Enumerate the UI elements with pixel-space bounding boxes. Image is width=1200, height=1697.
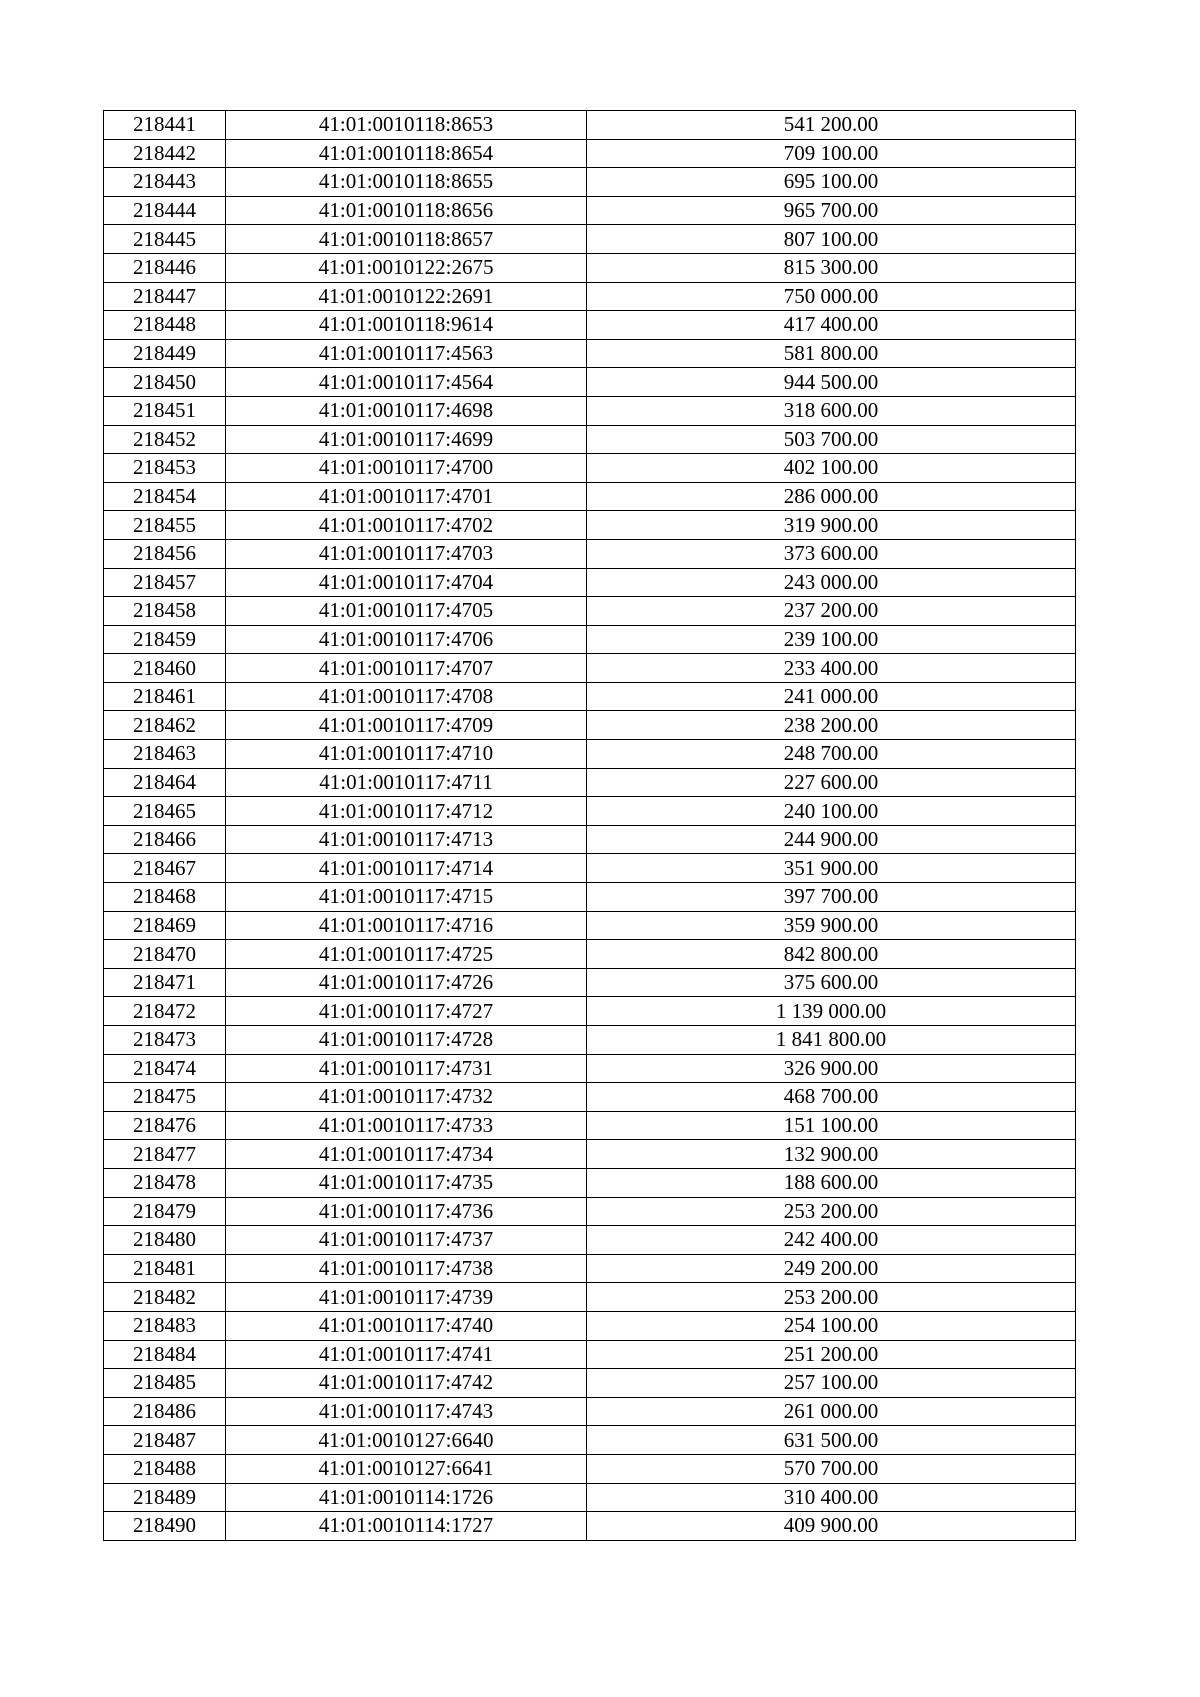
row-number-cell: 218450 — [104, 368, 226, 397]
cadastral-value-cell: 944 500.00 — [587, 368, 1076, 397]
table-row — [104, 1111, 1076, 1140]
cadastral-number-cell: 41:01:0010117:4711 — [226, 768, 587, 797]
row-number-cell: 218467 — [104, 854, 226, 883]
cadastral-value-cell: 239 100.00 — [587, 625, 1076, 654]
table-row — [104, 1140, 1076, 1169]
row-number-cell: 218483 — [104, 1311, 226, 1340]
cadastral-number-cell: 41:01:0010118:8656 — [226, 196, 587, 225]
cadastral-value-cell: 151 100.00 — [587, 1111, 1076, 1140]
row-number-cell: 218453 — [104, 454, 226, 483]
table-row — [104, 282, 1076, 311]
cadastral-value-cell: 1 841 800.00 — [587, 1026, 1076, 1055]
cadastral-number-cell: 41:01:0010117:4714 — [226, 854, 587, 883]
row-number-cell: 218444 — [104, 196, 226, 225]
row-number-cell: 218449 — [104, 339, 226, 368]
cadastral-number-cell: 41:01:0010117:4735 — [226, 1168, 587, 1197]
table-row — [104, 654, 1076, 683]
table-row — [104, 1340, 1076, 1369]
table-row — [104, 539, 1076, 568]
cadastral-number-cell: 41:01:0010117:4703 — [226, 539, 587, 568]
cadastral-value-cell: 319 900.00 — [587, 511, 1076, 540]
table-row — [104, 253, 1076, 282]
table-row — [104, 1283, 1076, 1312]
cadastral-number-cell: 41:01:0010117:4732 — [226, 1083, 587, 1112]
cadastral-number-cell: 41:01:0010117:4704 — [226, 568, 587, 597]
cadastral-number-cell: 41:01:0010117:4736 — [226, 1197, 587, 1226]
row-number-cell: 218479 — [104, 1197, 226, 1226]
row-number-cell: 218460 — [104, 654, 226, 683]
cadastral-number-cell: 41:01:0010118:8657 — [226, 225, 587, 254]
cadastral-number-cell: 41:01:0010117:4733 — [226, 1111, 587, 1140]
cadastral-number-cell: 41:01:0010118:8654 — [226, 139, 587, 168]
row-number-cell: 218463 — [104, 740, 226, 769]
table-row — [104, 311, 1076, 340]
cadastral-number-cell: 41:01:0010117:4726 — [226, 968, 587, 997]
cadastral-value-cell: 253 200.00 — [587, 1283, 1076, 1312]
row-number-cell: 218480 — [104, 1226, 226, 1255]
cadastral-value-cell: 695 100.00 — [587, 168, 1076, 197]
cadastral-number-cell: 41:01:0010117:4727 — [226, 997, 587, 1026]
cadastral-value-cell: 468 700.00 — [587, 1083, 1076, 1112]
table-body — [104, 111, 1076, 1541]
row-number-cell: 218464 — [104, 768, 226, 797]
cadastral-value-cell: 261 000.00 — [587, 1397, 1076, 1426]
table-row — [104, 339, 1076, 368]
row-number-cell: 218485 — [104, 1369, 226, 1398]
cadastral-number-cell: 41:01:0010117:4725 — [226, 940, 587, 969]
cadastral-value-cell: 402 100.00 — [587, 454, 1076, 483]
cadastral-number-cell: 41:01:0010117:4709 — [226, 711, 587, 740]
row-number-cell: 218489 — [104, 1483, 226, 1512]
cadastral-number-cell: 41:01:0010127:6640 — [226, 1426, 587, 1455]
cadastral-value-cell: 237 200.00 — [587, 597, 1076, 626]
row-number-cell: 218445 — [104, 225, 226, 254]
row-number-cell: 218447 — [104, 282, 226, 311]
row-number-cell: 218471 — [104, 968, 226, 997]
cadastral-value-cell: 188 600.00 — [587, 1168, 1076, 1197]
cadastral-number-cell: 41:01:0010117:4713 — [226, 825, 587, 854]
table-row — [104, 111, 1076, 140]
table-row — [104, 225, 1076, 254]
cadastral-number-cell: 41:01:0010118:8653 — [226, 111, 587, 140]
row-number-cell: 218454 — [104, 482, 226, 511]
row-number-cell: 218486 — [104, 1397, 226, 1426]
table-row — [104, 482, 1076, 511]
table-row — [104, 768, 1076, 797]
table-row — [104, 368, 1076, 397]
cadastral-value-cell: 240 100.00 — [587, 797, 1076, 826]
row-number-cell: 218466 — [104, 825, 226, 854]
row-number-cell: 218462 — [104, 711, 226, 740]
cadastral-number-cell: 41:01:0010118:8655 — [226, 168, 587, 197]
table-row — [104, 454, 1076, 483]
table-row — [104, 1369, 1076, 1398]
row-number-cell: 218478 — [104, 1168, 226, 1197]
row-number-cell: 218476 — [104, 1111, 226, 1140]
table-row — [104, 1226, 1076, 1255]
cadastral-number-cell: 41:01:0010117:4731 — [226, 1054, 587, 1083]
cadastral-number-cell: 41:01:0010117:4563 — [226, 339, 587, 368]
cadastral-value-cell: 375 600.00 — [587, 968, 1076, 997]
row-number-cell: 218490 — [104, 1512, 226, 1541]
table-row — [104, 597, 1076, 626]
row-number-cell: 218484 — [104, 1340, 226, 1369]
table-row — [104, 511, 1076, 540]
cadastral-value-cell: 254 100.00 — [587, 1311, 1076, 1340]
row-number-cell: 218446 — [104, 253, 226, 282]
cadastral-value-cell: 243 000.00 — [587, 568, 1076, 597]
table-row — [104, 1512, 1076, 1541]
cadastral-value-cell: 132 900.00 — [587, 1140, 1076, 1169]
table-row — [104, 711, 1076, 740]
cadastral-number-cell: 41:01:0010117:4698 — [226, 396, 587, 425]
cadastral-number-cell: 41:01:0010117:4706 — [226, 625, 587, 654]
table-row — [104, 968, 1076, 997]
table-row — [104, 168, 1076, 197]
cadastral-number-cell: 41:01:0010117:4734 — [226, 1140, 587, 1169]
cadastral-value-cell: 750 000.00 — [587, 282, 1076, 311]
row-number-cell: 218487 — [104, 1426, 226, 1455]
table-row — [104, 740, 1076, 769]
table-row — [104, 1083, 1076, 1112]
table-row — [104, 1026, 1076, 1055]
cadastral-number-cell: 41:01:0010117:4700 — [226, 454, 587, 483]
row-number-cell: 218475 — [104, 1083, 226, 1112]
cadastral-value-cell: 253 200.00 — [587, 1197, 1076, 1226]
table-row — [104, 1454, 1076, 1483]
cadastral-value-cell: 251 200.00 — [587, 1340, 1076, 1369]
table-row — [104, 1054, 1076, 1083]
cadastral-value-cell: 227 600.00 — [587, 768, 1076, 797]
row-number-cell: 218459 — [104, 625, 226, 654]
cadastral-value-cell: 233 400.00 — [587, 654, 1076, 683]
cadastral-number-cell: 41:01:0010117:4739 — [226, 1283, 587, 1312]
row-number-cell: 218441 — [104, 111, 226, 140]
row-number-cell: 218481 — [104, 1254, 226, 1283]
cadastral-value-cell: 241 000.00 — [587, 682, 1076, 711]
cadastral-value-cell: 248 700.00 — [587, 740, 1076, 769]
table-row — [104, 396, 1076, 425]
row-number-cell: 218477 — [104, 1140, 226, 1169]
table-row — [104, 797, 1076, 826]
cadastral-number-cell: 41:01:0010117:4741 — [226, 1340, 587, 1369]
row-number-cell: 218469 — [104, 911, 226, 940]
cadastral-value-table — [103, 110, 1076, 1541]
cadastral-value-cell: 242 400.00 — [587, 1226, 1076, 1255]
table-row — [104, 940, 1076, 969]
cadastral-value-cell: 249 200.00 — [587, 1254, 1076, 1283]
table-row — [104, 682, 1076, 711]
cadastral-value-cell: 238 200.00 — [587, 711, 1076, 740]
cadastral-value-cell: 244 900.00 — [587, 825, 1076, 854]
cadastral-number-cell: 41:01:0010117:4702 — [226, 511, 587, 540]
table-row — [104, 568, 1076, 597]
table-row — [104, 1311, 1076, 1340]
table-row — [104, 1397, 1076, 1426]
table-row — [104, 883, 1076, 912]
table-row — [104, 997, 1076, 1026]
table-row — [104, 911, 1076, 940]
cadastral-number-cell: 41:01:0010117:4707 — [226, 654, 587, 683]
cadastral-number-cell: 41:01:0010117:4564 — [226, 368, 587, 397]
cadastral-value-cell: 310 400.00 — [587, 1483, 1076, 1512]
cadastral-number-cell: 41:01:0010117:4701 — [226, 482, 587, 511]
table-row — [104, 1483, 1076, 1512]
cadastral-value-cell: 570 700.00 — [587, 1454, 1076, 1483]
cadastral-value-cell: 257 100.00 — [587, 1369, 1076, 1398]
cadastral-value-cell: 815 300.00 — [587, 253, 1076, 282]
cadastral-value-cell: 1 139 000.00 — [587, 997, 1076, 1026]
row-number-cell: 218442 — [104, 139, 226, 168]
cadastral-number-cell: 41:01:0010117:4710 — [226, 740, 587, 769]
row-number-cell: 218482 — [104, 1283, 226, 1312]
cadastral-value-cell: 318 600.00 — [587, 396, 1076, 425]
table-row — [104, 1197, 1076, 1226]
cadastral-value-cell: 286 000.00 — [587, 482, 1076, 511]
cadastral-number-cell: 41:01:0010127:6641 — [226, 1454, 587, 1483]
row-number-cell: 218488 — [104, 1454, 226, 1483]
cadastral-number-cell: 41:01:0010117:4705 — [226, 597, 587, 626]
row-number-cell: 218472 — [104, 997, 226, 1026]
cadastral-value-cell: 397 700.00 — [587, 883, 1076, 912]
row-number-cell: 218451 — [104, 396, 226, 425]
row-number-cell: 218473 — [104, 1026, 226, 1055]
row-number-cell: 218452 — [104, 425, 226, 454]
cadastral-value-cell: 503 700.00 — [587, 425, 1076, 454]
table-row — [104, 425, 1076, 454]
row-number-cell: 218458 — [104, 597, 226, 626]
cadastral-value-cell: 541 200.00 — [587, 111, 1076, 140]
cadastral-value-cell: 965 700.00 — [587, 196, 1076, 225]
cadastral-value-cell: 409 900.00 — [587, 1512, 1076, 1541]
row-number-cell: 218474 — [104, 1054, 226, 1083]
cadastral-number-cell: 41:01:0010117:4737 — [226, 1226, 587, 1255]
cadastral-value-cell: 373 600.00 — [587, 539, 1076, 568]
cadastral-value-cell: 842 800.00 — [587, 940, 1076, 969]
cadastral-number-cell: 41:01:0010117:4716 — [226, 911, 587, 940]
cadastral-number-cell: 41:01:0010117:4742 — [226, 1369, 587, 1398]
cadastral-value-cell: 351 900.00 — [587, 854, 1076, 883]
cadastral-value-cell: 631 500.00 — [587, 1426, 1076, 1455]
row-number-cell: 218455 — [104, 511, 226, 540]
cadastral-value-cell: 359 900.00 — [587, 911, 1076, 940]
row-number-cell: 218443 — [104, 168, 226, 197]
table-row — [104, 196, 1076, 225]
cadastral-number-cell: 41:01:0010117:4708 — [226, 682, 587, 711]
row-number-cell: 218465 — [104, 797, 226, 826]
table-row — [104, 139, 1076, 168]
cadastral-value-cell: 326 900.00 — [587, 1054, 1076, 1083]
row-number-cell: 218457 — [104, 568, 226, 597]
row-number-cell: 218461 — [104, 682, 226, 711]
row-number-cell: 218456 — [104, 539, 226, 568]
row-number-cell: 218448 — [104, 311, 226, 340]
cadastral-number-cell: 41:01:0010118:9614 — [226, 311, 587, 340]
cadastral-number-cell: 41:01:0010117:4728 — [226, 1026, 587, 1055]
cadastral-number-cell: 41:01:0010122:2691 — [226, 282, 587, 311]
cadastral-number-cell: 41:01:0010117:4712 — [226, 797, 587, 826]
cadastral-number-cell: 41:01:0010114:1726 — [226, 1483, 587, 1512]
table-row — [104, 825, 1076, 854]
cadastral-value-cell: 807 100.00 — [587, 225, 1076, 254]
cadastral-value-cell: 581 800.00 — [587, 339, 1076, 368]
row-number-cell: 218470 — [104, 940, 226, 969]
cadastral-number-cell: 41:01:0010117:4743 — [226, 1397, 587, 1426]
table-row — [104, 854, 1076, 883]
table-row — [104, 1426, 1076, 1455]
cadastral-number-cell: 41:01:0010117:4738 — [226, 1254, 587, 1283]
cadastral-value-cell: 417 400.00 — [587, 311, 1076, 340]
cadastral-number-cell: 41:01:0010117:4715 — [226, 883, 587, 912]
cadastral-number-cell: 41:01:0010117:4740 — [226, 1311, 587, 1340]
cadastral-number-cell: 41:01:0010122:2675 — [226, 253, 587, 282]
table-row — [104, 1168, 1076, 1197]
cadastral-number-cell: 41:01:0010114:1727 — [226, 1512, 587, 1541]
cadastral-number-cell: 41:01:0010117:4699 — [226, 425, 587, 454]
table-row — [104, 1254, 1076, 1283]
cadastral-value-cell: 709 100.00 — [587, 139, 1076, 168]
table-row — [104, 625, 1076, 654]
row-number-cell: 218468 — [104, 883, 226, 912]
